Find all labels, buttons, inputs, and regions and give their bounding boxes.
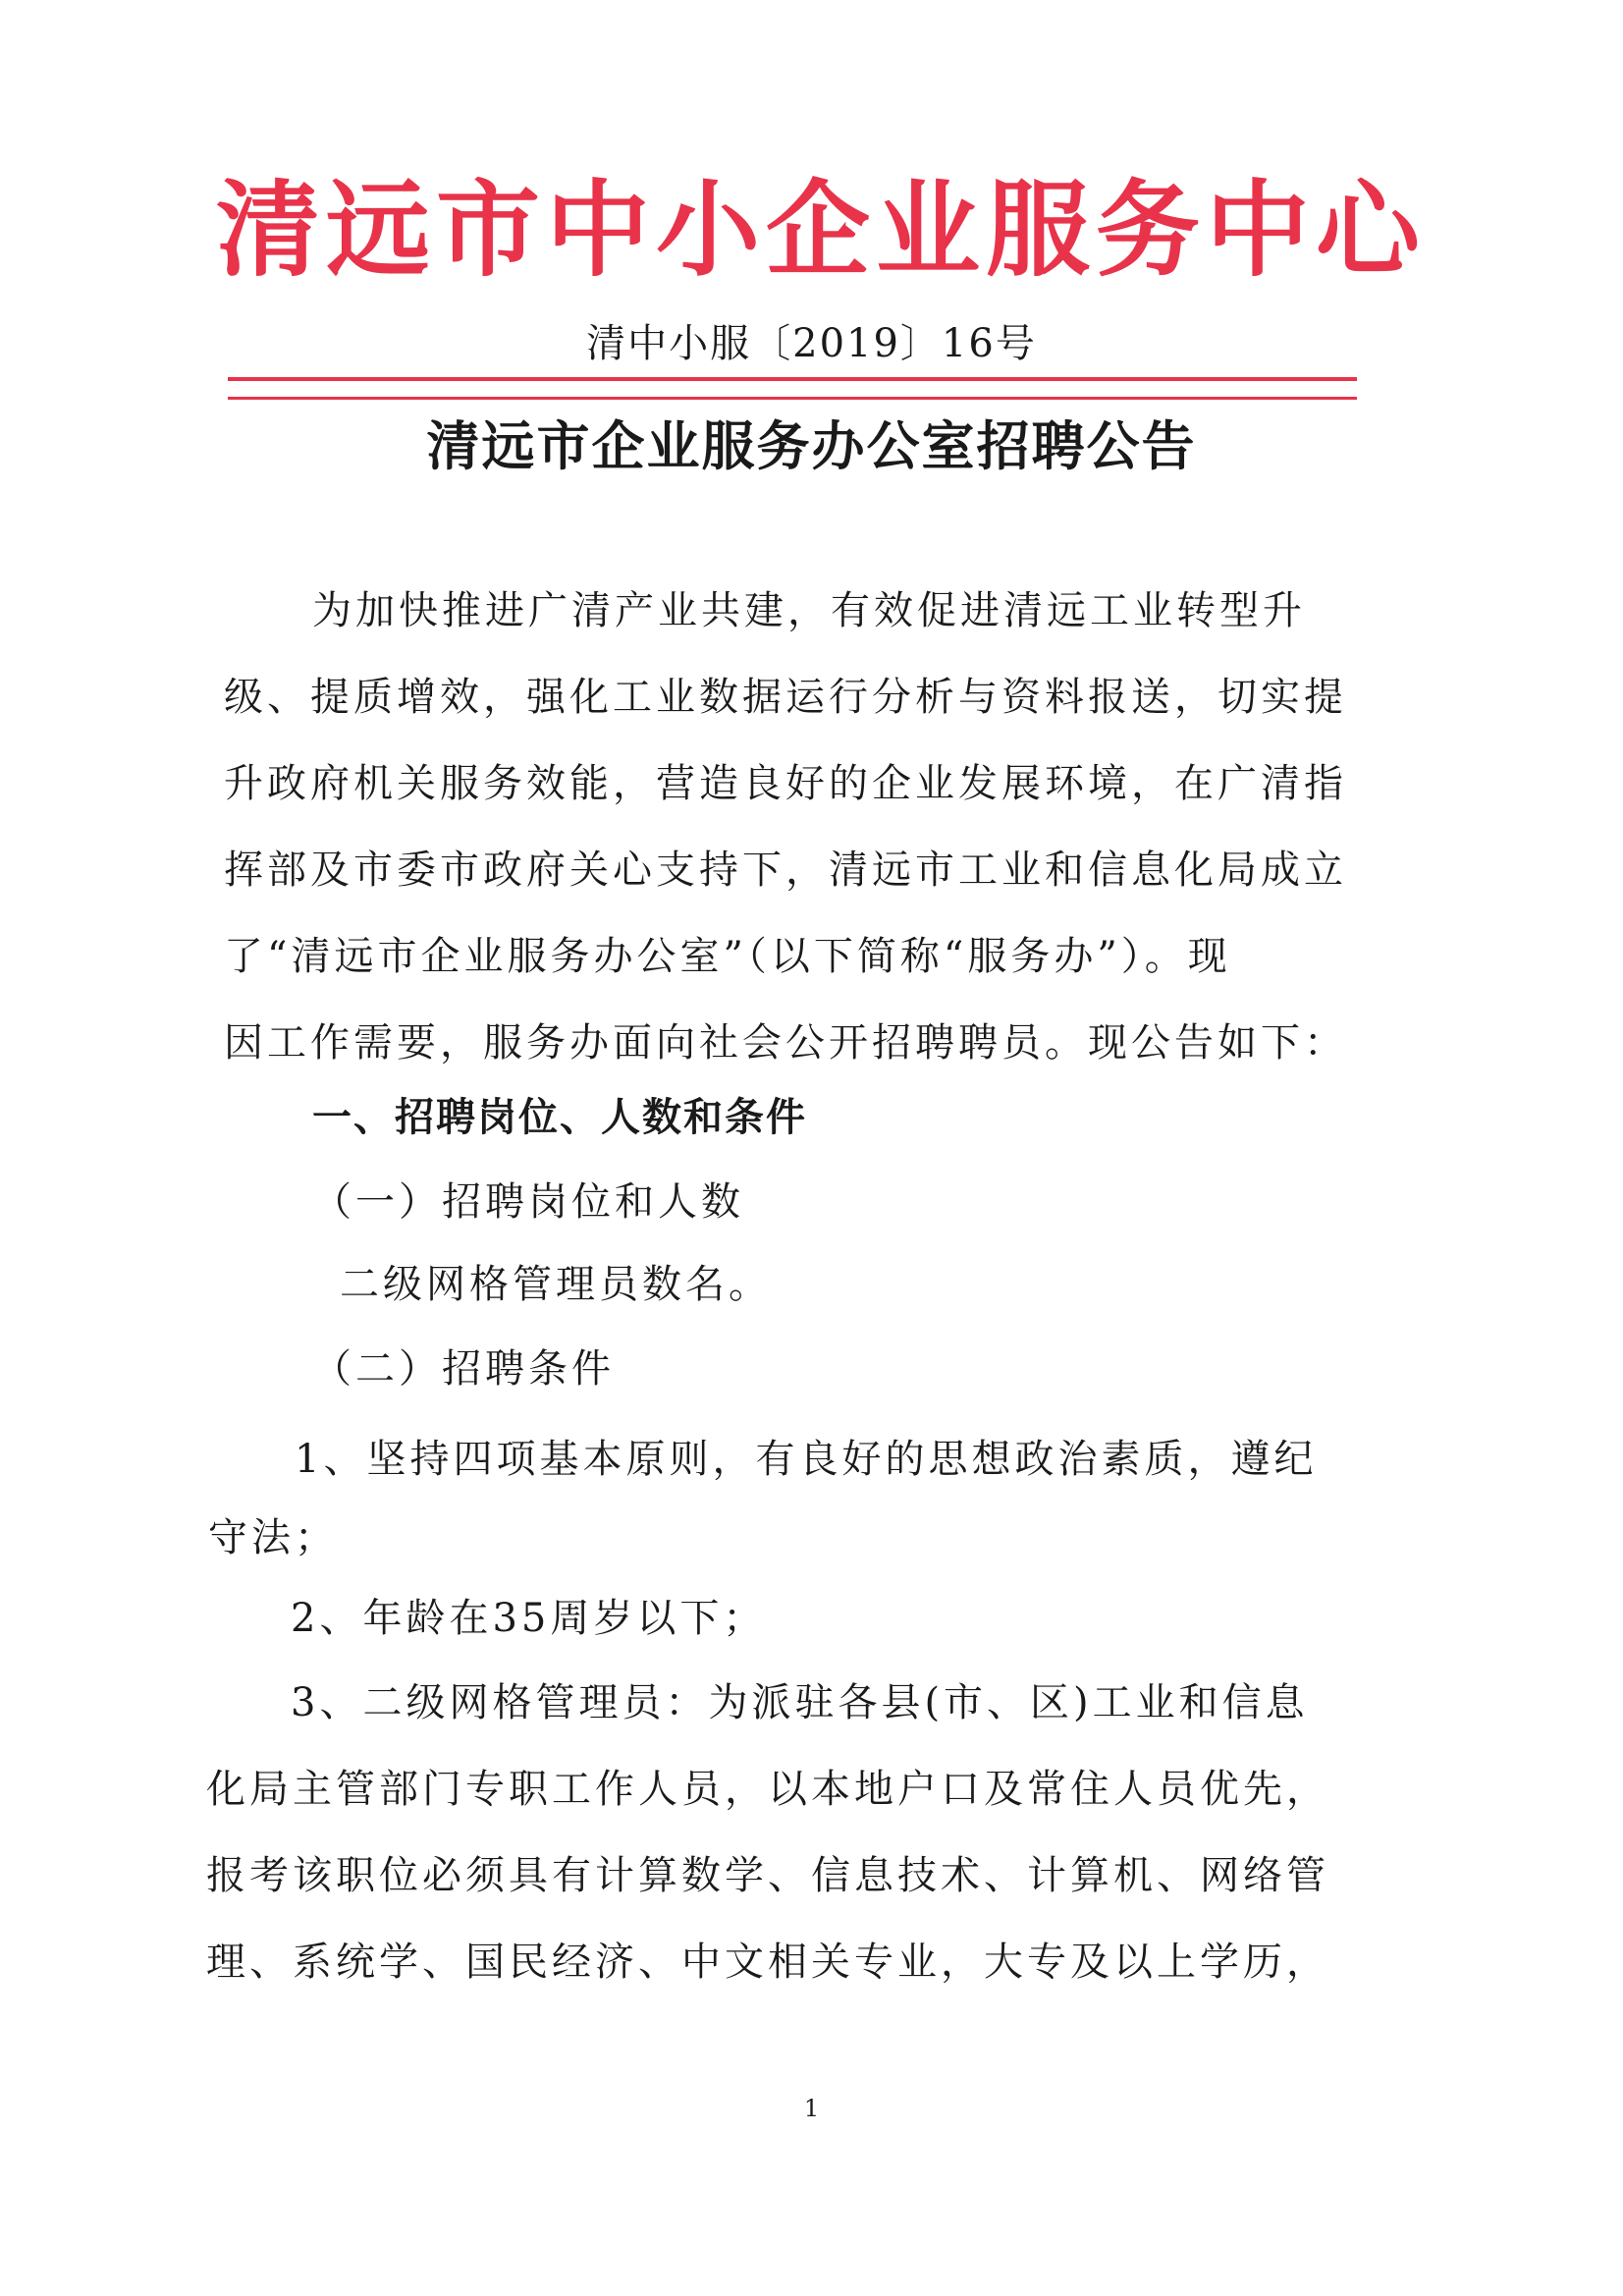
intro-line: 级、提质增效，强化工业数据运行分析与资料报送，切实提	[224, 675, 1347, 720]
document-title: 清远市企业服务办公室招聘公告	[426, 415, 1197, 477]
condition-item-line: 3、二级网格管理员：为派驻各县(市、区)工业和信息	[291, 1680, 1309, 1725]
section-heading: 一、招聘岗位、人数和条件	[312, 1095, 807, 1140]
intro-line: 为加快推进广清产业共建，有效促进清远工业转型升	[312, 588, 1306, 633]
issuing-organization-header: 清远市中小企业服务中心	[216, 170, 1426, 291]
condition-item-line: 理、系统学、国民经济、中文相关专业，大专及以上学历，	[206, 1940, 1329, 1985]
condition-item-line: 守法；	[208, 1515, 338, 1560]
red-divider-rule	[228, 377, 1357, 381]
subsection-heading: （二）招聘条件	[312, 1346, 615, 1392]
condition-item-line: 1、坚持四项基本原则，有良好的思想政治素质，遵纪	[295, 1437, 1318, 1482]
red-divider-rule-thin	[228, 397, 1357, 400]
condition-item: 2、年龄在35周岁以下；	[291, 1596, 767, 1641]
intro-line: 因工作需要，服务办面向社会公开招聘聘员。现公告如下：	[224, 1020, 1347, 1066]
intro-line: 了“清远市企业服务办公室”（以下简称“服务办”）。现	[224, 934, 1231, 979]
subsection-text: 二级网格管理员数名。	[340, 1262, 772, 1307]
subsection-heading: （一）招聘岗位和人数	[312, 1179, 744, 1225]
page-number: 1	[803, 2095, 820, 2122]
condition-item-line: 化局主管部门专职工作人员，以本地户口及常住人员优先，	[206, 1767, 1329, 1812]
intro-line: 升政府机关服务效能，营造良好的企业发展环境，在广清指	[224, 761, 1347, 806]
document-number: 清中小服〔2019〕16号	[586, 321, 1037, 366]
intro-line: 挥部及市委市政府关心支持下，清远市工业和信息化局成立	[224, 847, 1347, 893]
condition-item-line: 报考该职位必须具有计算数学、信息技术、计算机、网络管	[206, 1853, 1329, 1898]
